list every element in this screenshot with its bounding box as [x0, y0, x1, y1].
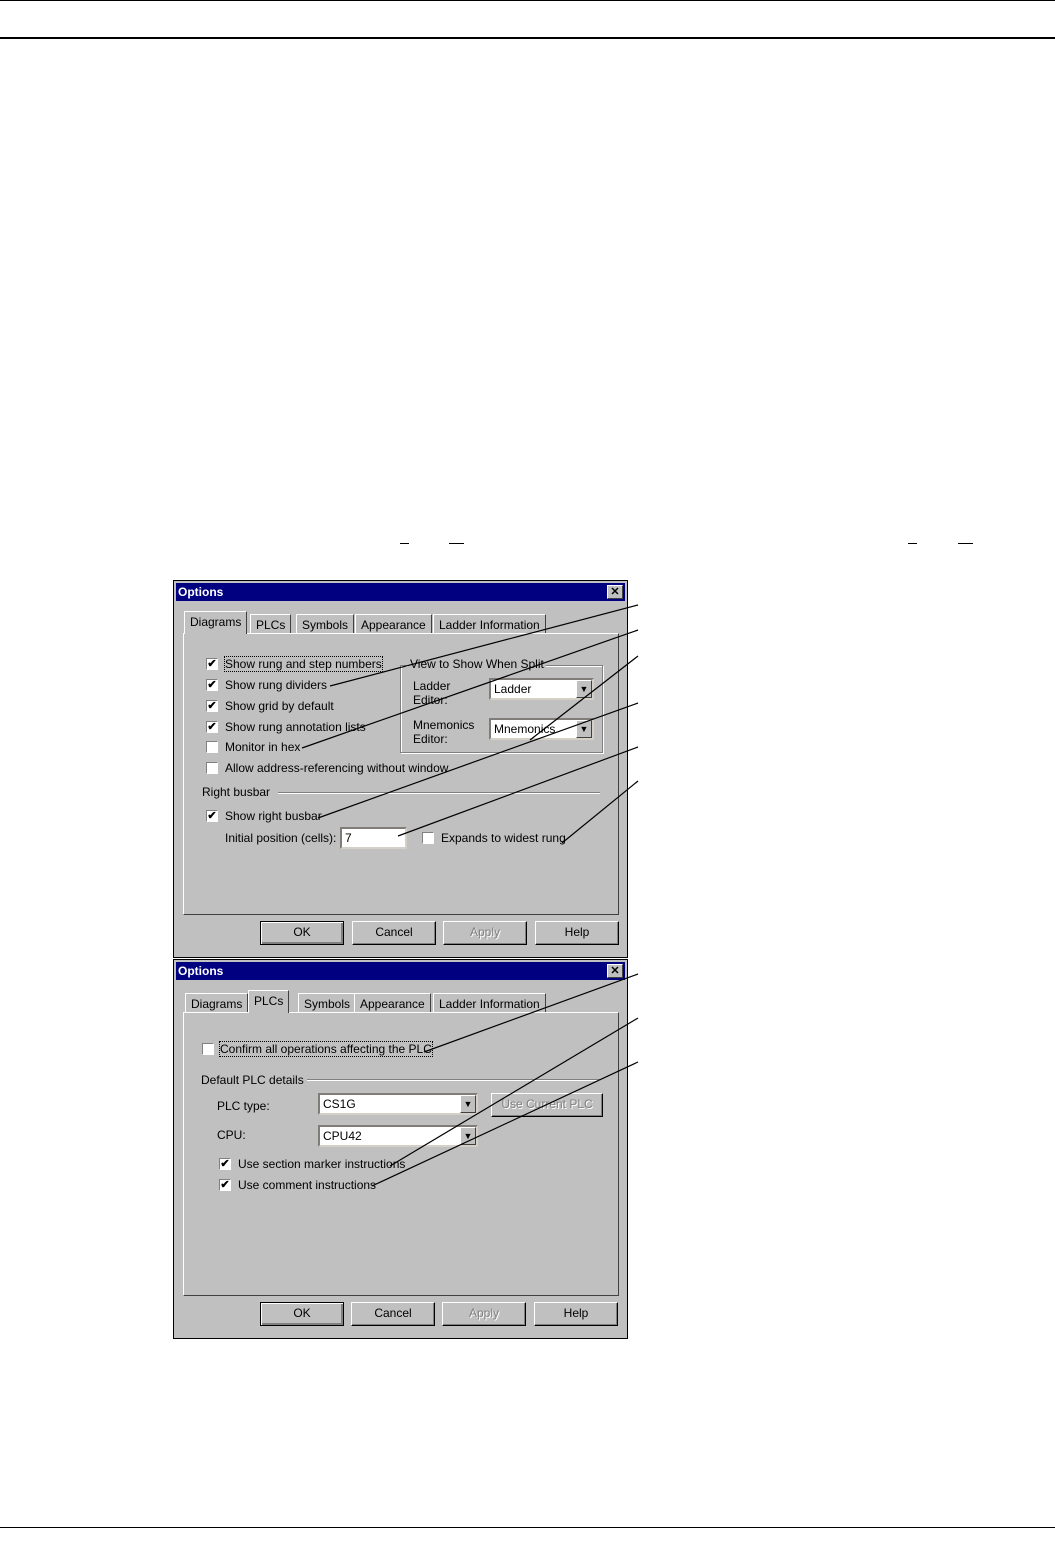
- ladder-editor-value: Ladder: [494, 682, 532, 696]
- show-right-busbar-checkbox[interactable]: ✔: [207, 810, 217, 822]
- show-rung-dividers-label: Show rung dividers: [225, 678, 328, 692]
- show-rung-annotation-checkbox[interactable]: ✔: [207, 721, 217, 733]
- default-plc-group-line: [307, 1079, 600, 1081]
- title-bar[interactable]: [176, 583, 625, 601]
- ladder-editor-label-1: Ladder: [413, 679, 451, 693]
- dialog-title: Options: [178, 585, 224, 599]
- title-bar[interactable]: [176, 962, 625, 980]
- default-plc-group-title: Default PLC details: [201, 1073, 304, 1087]
- help-button[interactable]: Help: [535, 921, 619, 945]
- tab-ladder-information[interactable]: Ladder Information: [433, 993, 546, 1013]
- tab-diagrams[interactable]: Diagrams: [184, 611, 247, 634]
- cpu-select[interactable]: [318, 1125, 478, 1147]
- ladder-editor-select[interactable]: [489, 678, 594, 700]
- help-button[interactable]: Help: [534, 1302, 618, 1326]
- underline-mark: [400, 543, 409, 544]
- tab-symbols[interactable]: Symbols: [296, 614, 354, 634]
- tab-symbols[interactable]: Symbols: [298, 993, 356, 1013]
- mnemonics-editor-select[interactable]: [489, 718, 594, 740]
- comment-instructions-checkbox[interactable]: ✔: [220, 1179, 230, 1191]
- initial-position-label: Initial position (cells):: [225, 831, 337, 845]
- section-marker-checkbox[interactable]: ✔: [220, 1158, 230, 1170]
- close-icon[interactable]: ✕: [607, 585, 623, 599]
- cancel-button[interactable]: Cancel: [352, 921, 436, 945]
- expands-to-widest-rung-checkbox[interactable]: [422, 832, 434, 844]
- mnemonics-editor-value: Mnemonics: [494, 722, 556, 736]
- close-icon[interactable]: ✕: [607, 964, 623, 978]
- tab-appearance[interactable]: Appearance: [354, 993, 431, 1013]
- chevron-down-icon[interactable]: ▼: [460, 1127, 476, 1145]
- allow-address-referencing-checkbox[interactable]: [206, 762, 218, 774]
- show-rung-annotation-label: Show rung annotation lists: [225, 720, 366, 734]
- header-rule: [0, 37, 1055, 39]
- chevron-down-icon[interactable]: ▼: [576, 720, 592, 738]
- split-view-group-title: View to Show When Split: [410, 657, 544, 671]
- underline-mark: [449, 543, 464, 544]
- initial-position-value: 7: [345, 831, 352, 845]
- initial-position-input[interactable]: [340, 827, 407, 849]
- apply-button[interactable]: Apply: [443, 921, 527, 945]
- expands-to-widest-rung-label: Expands to widest rung: [441, 831, 566, 845]
- cpu-value: CPU42: [323, 1129, 362, 1143]
- comment-instructions-label: Use comment instructions: [238, 1178, 377, 1192]
- use-current-plc-button[interactable]: Use Current PLC: [491, 1093, 603, 1117]
- cpu-label: CPU:: [217, 1128, 246, 1142]
- confirm-operations-checkbox[interactable]: [202, 1043, 214, 1055]
- monitor-in-hex-label: Monitor in hex: [225, 740, 301, 754]
- confirm-operations-label: Confirm all operations affecting the PLC: [220, 1042, 432, 1056]
- tab-diagrams[interactable]: Diagrams: [185, 993, 248, 1013]
- ladder-editor-label-2: Editor:: [413, 693, 448, 707]
- show-grid-checkbox[interactable]: ✔: [207, 700, 217, 712]
- underline-mark: [908, 543, 917, 544]
- options-dialog-plcs: [173, 959, 628, 1339]
- allow-address-referencing-label: Allow address-referencing without window: [225, 761, 449, 775]
- options-dialog-diagrams: [173, 580, 628, 958]
- plc-type-label: PLC type:: [217, 1099, 270, 1113]
- ok-button[interactable]: OK: [260, 921, 344, 945]
- plc-type-select[interactable]: [318, 1093, 478, 1115]
- cancel-button[interactable]: Cancel: [351, 1302, 435, 1326]
- ok-button[interactable]: OK: [260, 1302, 344, 1326]
- show-rung-step-numbers-checkbox[interactable]: ✔: [207, 658, 217, 670]
- tab-plcs[interactable]: PLCs: [250, 614, 291, 634]
- tab-plcs[interactable]: PLCs: [248, 990, 289, 1013]
- right-busbar-group-title: Right busbar: [202, 785, 271, 799]
- tab-ladder-information[interactable]: Ladder Information: [433, 614, 546, 634]
- chevron-down-icon[interactable]: ▼: [460, 1095, 476, 1113]
- show-rung-step-numbers-label: Show rung and step numbers: [225, 657, 382, 671]
- chevron-down-icon[interactable]: ▼: [576, 680, 592, 698]
- header-rule-thin: [0, 0, 1055, 1]
- underline-mark: [958, 543, 973, 544]
- mnemonics-editor-label-1: Mnemonics: [413, 718, 475, 732]
- monitor-in-hex-checkbox[interactable]: [206, 741, 218, 753]
- show-rung-dividers-checkbox[interactable]: ✔: [207, 679, 217, 691]
- apply-button[interactable]: Apply: [442, 1302, 526, 1326]
- right-busbar-group-line: [278, 792, 600, 794]
- tab-appearance[interactable]: Appearance: [355, 614, 432, 634]
- section-marker-label: Use section marker instructions: [238, 1157, 406, 1171]
- dialog-title: Options: [178, 964, 224, 978]
- show-grid-label: Show grid by default: [225, 699, 334, 713]
- show-right-busbar-label: Show right busbar: [225, 809, 322, 823]
- mnemonics-editor-label-2: Editor:: [413, 732, 448, 746]
- plc-type-value: CS1G: [323, 1097, 356, 1111]
- footer-rule: [0, 1527, 1055, 1528]
